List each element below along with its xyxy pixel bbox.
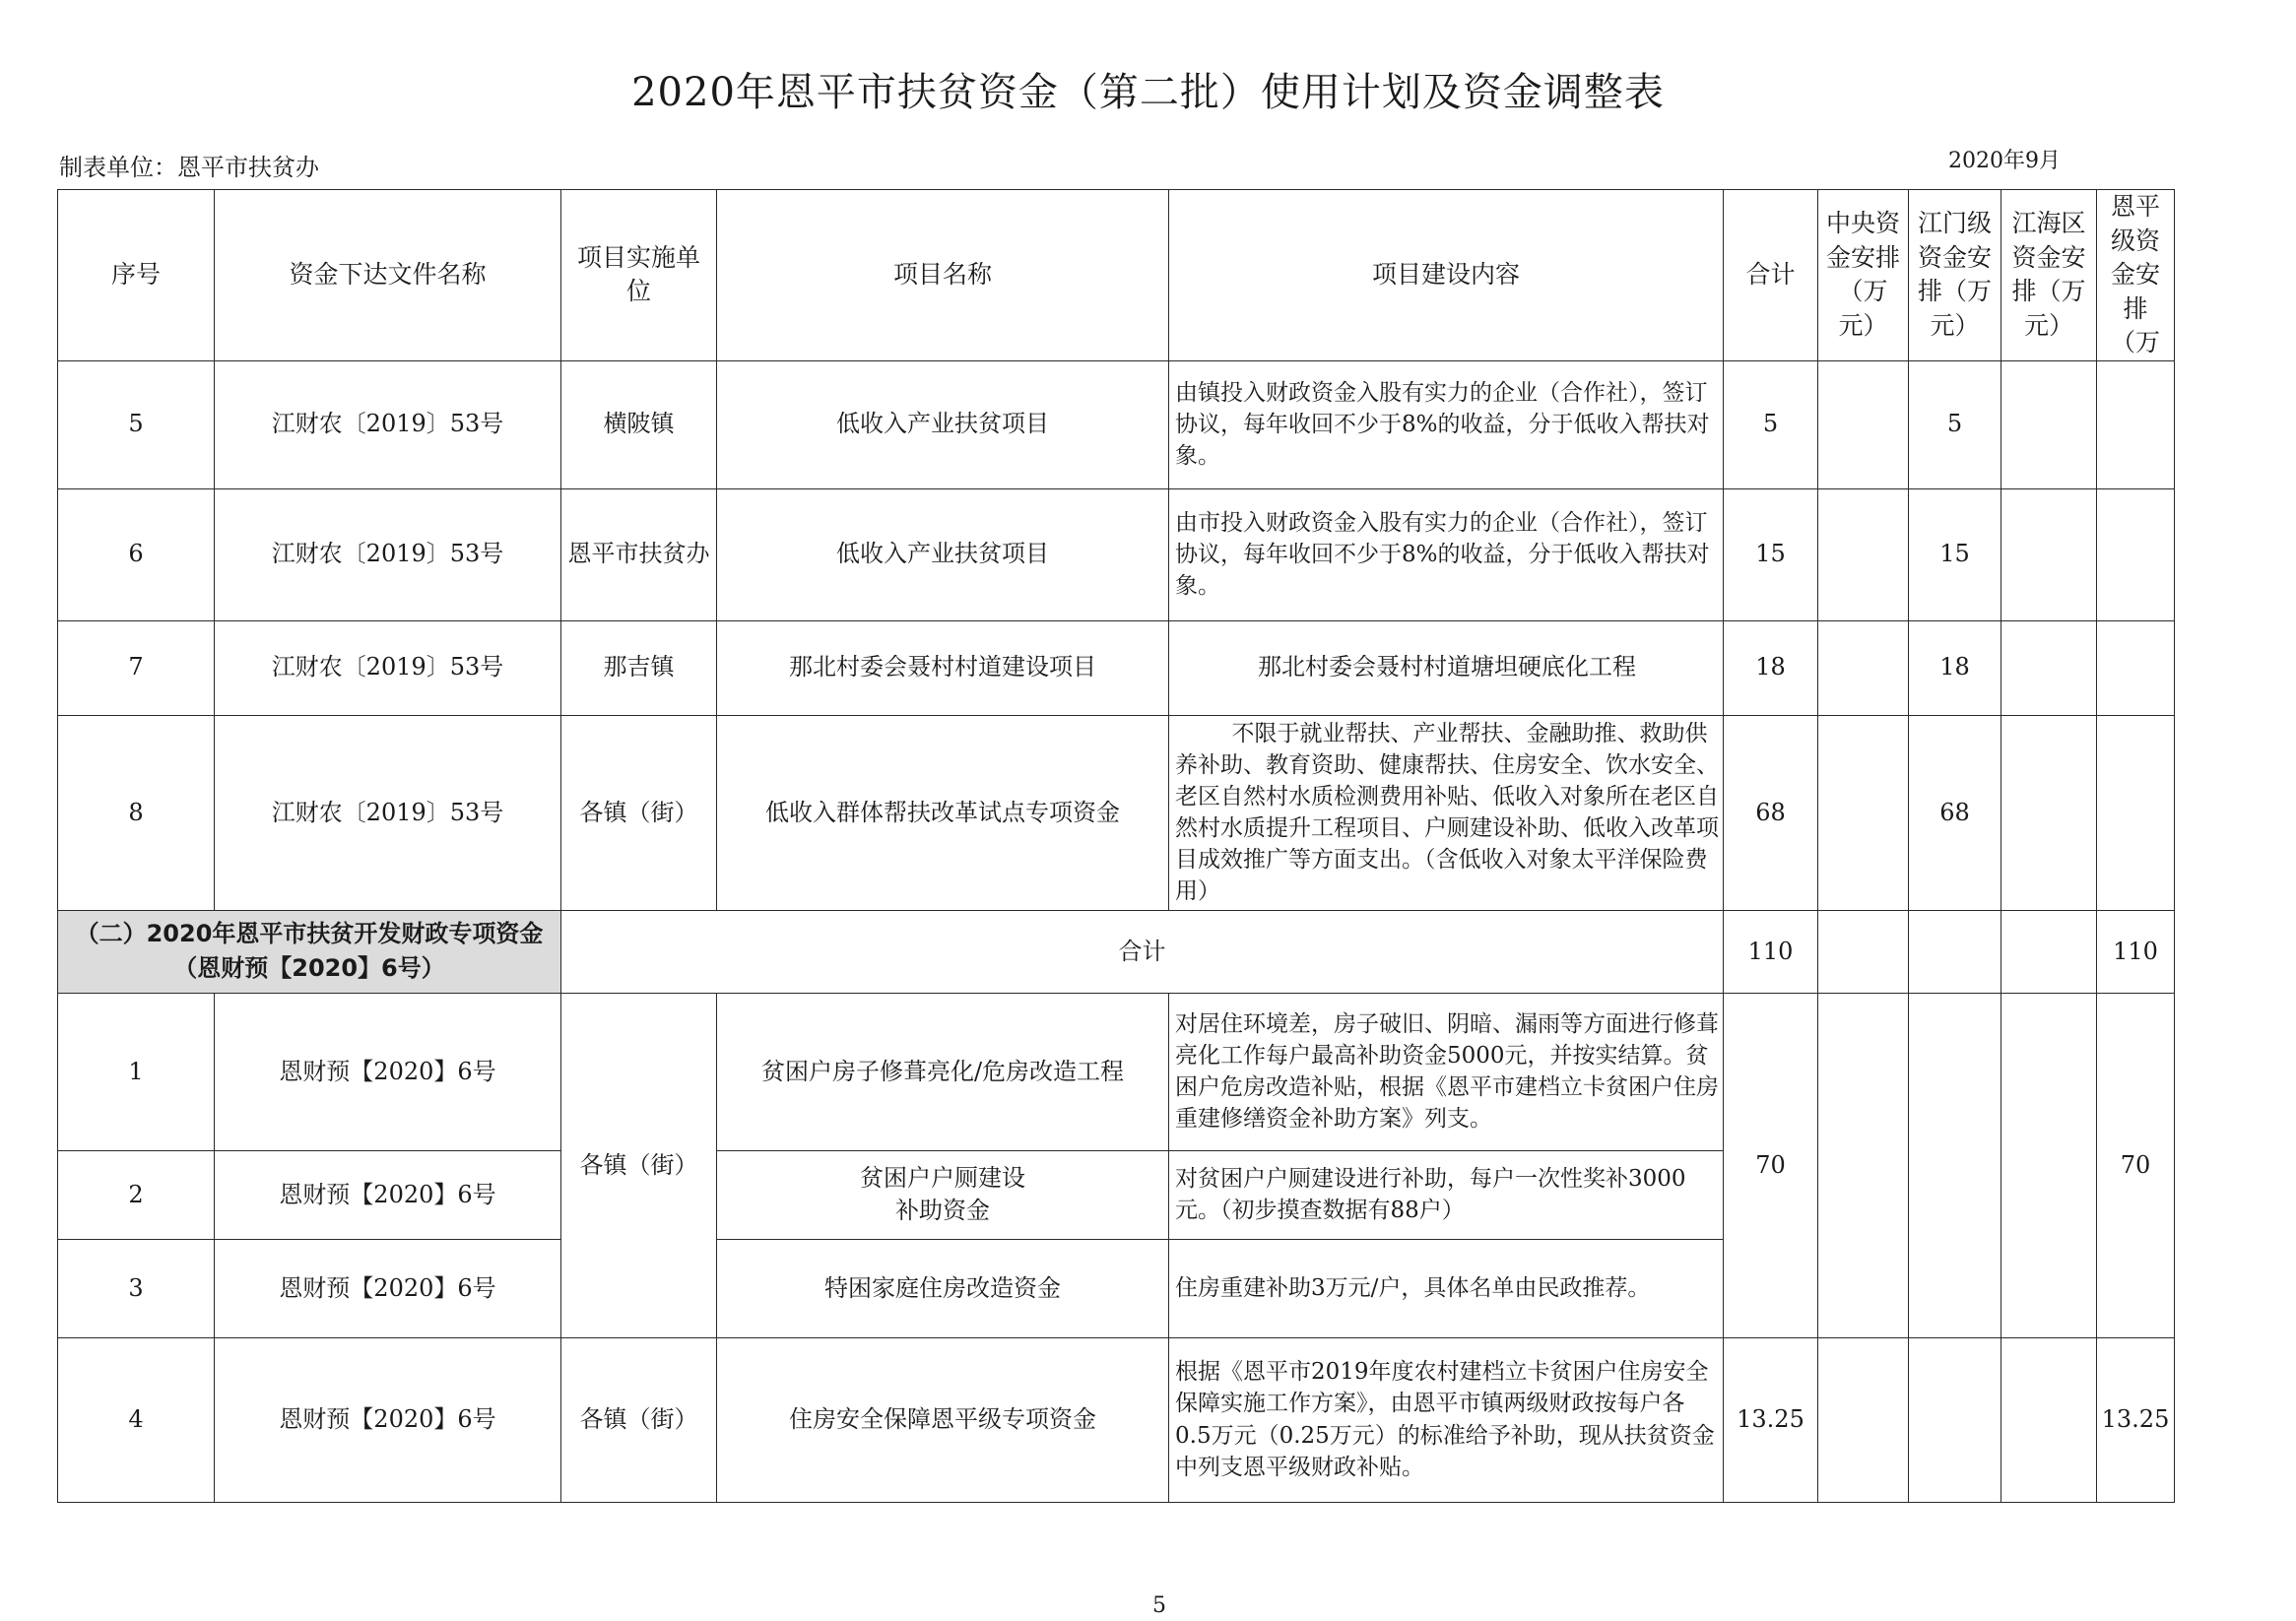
cell-project: 那北村委会聂村村道建设项目 <box>717 620 1169 715</box>
cell-jianghai <box>2001 715 2097 910</box>
cell-total: 5 <box>1724 360 1818 488</box>
cell-project-line2: 补助资金 <box>895 1197 990 1225</box>
cell-seq: 5 <box>58 360 215 488</box>
header-enping: 恩平级资金安排（万 <box>2097 190 2175 361</box>
table-row <box>58 715 2175 910</box>
cell-project: 贫困户房子修葺亮化/危房改造工程 <box>717 993 1169 1150</box>
cell-unit: 各镇（街） <box>561 715 717 910</box>
cell-doc: 江财农〔2019〕53号 <box>215 360 561 488</box>
cell-doc: 江财农〔2019〕53号 <box>215 715 561 910</box>
cell-enping <box>2097 488 2175 620</box>
cell-central <box>1818 488 1909 620</box>
cell-unit: 各镇（街） <box>561 1337 717 1502</box>
section-label-line1: （二）2020年恩平市扶贫开发财政专项资金 <box>75 920 544 948</box>
cell-doc: 江财农〔2019〕53号 <box>215 620 561 715</box>
cell-jianghai <box>2001 488 2097 620</box>
header-seq: 序号 <box>58 190 215 361</box>
cell-enping-merged: 70 <box>2097 993 2175 1337</box>
cell-total: 68 <box>1724 715 1818 910</box>
table-row <box>58 620 2175 715</box>
cell-total-merged: 70 <box>1724 993 1818 1337</box>
cell-seq: 2 <box>58 1150 215 1239</box>
cell-doc: 恩财预【2020】6号 <box>215 993 561 1150</box>
cell-seq: 4 <box>58 1337 215 1502</box>
preparer-unit: 制表单位：恩平市扶贫办 <box>59 154 319 181</box>
cell-seq: 1 <box>58 993 215 1150</box>
cell-project: 低收入群体帮扶改革试点专项资金 <box>717 715 1169 910</box>
cell-jiangmen: 15 <box>1909 488 2001 620</box>
cell-doc: 恩财预【2020】6号 <box>215 1337 561 1502</box>
cell-total: 13.25 <box>1724 1337 1818 1502</box>
cell-total: 18 <box>1724 620 1818 715</box>
cell-unit-merged: 各镇（街） <box>561 993 717 1337</box>
cell-enping <box>2097 360 2175 488</box>
table-row <box>58 1337 2175 1502</box>
cell-seq: 6 <box>58 488 215 620</box>
fund-table <box>57 189 2175 1503</box>
cell-content: 那北村委会聂村村道塘坦硬底化工程 <box>1169 620 1724 715</box>
cell-central <box>1818 1337 1909 1502</box>
header-jiangmen: 江门级资金安排（万元） <box>1909 190 2001 361</box>
cell-content: 根据《恩平市2019年度农村建档立卡贫困户住房安全保障实施工作方案》，由恩平市镇两级财政按每户各0.5万元（0.25万元）的标准给予补助，现从扶贫资金中列支恩平级财政补贴。 <box>1169 1337 1724 1502</box>
cell-central <box>1818 620 1909 715</box>
cell-unit: 横陂镇 <box>561 360 717 488</box>
cell-project: 低收入产业扶贫项目 <box>717 488 1169 620</box>
cell-content: 由镇投入财政资金入股有实力的企业（合作社），签订协议，每年收回不少于8%的收益，分于低收入帮扶对象。 <box>1169 360 1724 488</box>
section-jianghai <box>2001 910 2097 993</box>
section-subtotal-label: 合计 <box>561 910 1724 993</box>
header-total: 合计 <box>1724 190 1818 361</box>
cell-jiangmen: 68 <box>1909 715 2001 910</box>
cell-enping <box>2097 715 2175 910</box>
header-jianghai: 江海区资金安排（万元） <box>2001 190 2097 361</box>
cell-enping <box>2097 620 2175 715</box>
cell-seq: 8 <box>58 715 215 910</box>
section-central <box>1818 910 1909 993</box>
page-number: 5 <box>1152 1593 1166 1618</box>
cell-project: 特困家庭住房改造资金 <box>717 1239 1169 1337</box>
cell-jiangmen-merged <box>1909 993 2001 1337</box>
cell-project-line1: 贫困户户厕建设 <box>860 1164 1025 1193</box>
cell-content: 对贫困户户厕建设进行补助，每户一次性奖补3000元。（初步摸查数据有88户） <box>1169 1150 1724 1239</box>
cell-central <box>1818 360 1909 488</box>
cell-content: 不限于就业帮扶、产业帮扶、金融助推、救助供养补助、教育资助、健康帮扶、住房安全、饮水安全、老区自然村水质检测费用补贴、低收入对象所在老区自然村水质提升工程项目、户厕建设补助、低收入改革项目成效推广等方面支出。（含低收入对象太平洋保险费用） <box>1169 715 1724 910</box>
cell-project <box>717 1150 1169 1239</box>
cell-jiangmen: 18 <box>1909 620 2001 715</box>
cell-project: 低收入产业扶贫项目 <box>717 360 1169 488</box>
section-row <box>58 910 2175 993</box>
cell-jiangmen <box>1909 1337 2001 1502</box>
cell-jianghai <box>2001 620 2097 715</box>
cell-total: 15 <box>1724 488 1818 620</box>
cell-content: 由市投入财政资金入股有实力的企业（合作社），签订协议，每年收回不少于8%的收益，分于低收入帮扶对象。 <box>1169 488 1724 620</box>
cell-jianghai-merged <box>2001 993 2097 1337</box>
cell-doc: 恩财预【2020】6号 <box>215 1150 561 1239</box>
header-doc: 资金下达文件名称 <box>215 190 561 361</box>
table-row <box>58 360 2175 488</box>
cell-unit: 恩平市扶贫办 <box>561 488 717 620</box>
cell-jianghai <box>2001 360 2097 488</box>
table-row <box>58 993 2175 1150</box>
section-label-line2: （恩财预【2020】6号） <box>173 954 445 983</box>
cell-doc: 恩财预【2020】6号 <box>215 1239 561 1337</box>
document-title: 2020年恩平市扶贫资金（第二批）使用计划及资金调整表 <box>631 70 1665 115</box>
cell-central-merged <box>1818 993 1909 1337</box>
section-enping: 110 <box>2097 910 2175 993</box>
cell-doc: 江财农〔2019〕53号 <box>215 488 561 620</box>
cell-jianghai <box>2001 1337 2097 1502</box>
cell-project: 住房安全保障恩平级专项资金 <box>717 1337 1169 1502</box>
cell-central <box>1818 715 1909 910</box>
table-row <box>58 488 2175 620</box>
cell-seq: 7 <box>58 620 215 715</box>
section-total: 110 <box>1724 910 1818 993</box>
document-date: 2020年9月 <box>1948 149 2061 173</box>
header-row <box>58 190 2175 361</box>
section-jiangmen <box>1909 910 2001 993</box>
cell-unit: 那吉镇 <box>561 620 717 715</box>
header-central: 中央资金安排（万元） <box>1818 190 1909 361</box>
cell-jiangmen: 5 <box>1909 360 2001 488</box>
header-content: 项目建设内容 <box>1169 190 1724 361</box>
header-project: 项目名称 <box>717 190 1169 361</box>
header-unit: 项目实施单位 <box>561 190 717 361</box>
cell-enping: 13.25 <box>2097 1337 2175 1502</box>
cell-content: 住房重建补助3万元/户，具体名单由民政推荐。 <box>1169 1239 1724 1337</box>
cell-seq: 3 <box>58 1239 215 1337</box>
section-label <box>58 910 561 993</box>
cell-content: 对居住环境差，房子破旧、阴暗、漏雨等方面进行修葺亮化工作每户最高补助资金5000元，并按实结算。贫困户危房改造补贴，根据《恩平市建档立卡贫困户住房重建修缮资金补助方案》列支。 <box>1169 993 1724 1150</box>
